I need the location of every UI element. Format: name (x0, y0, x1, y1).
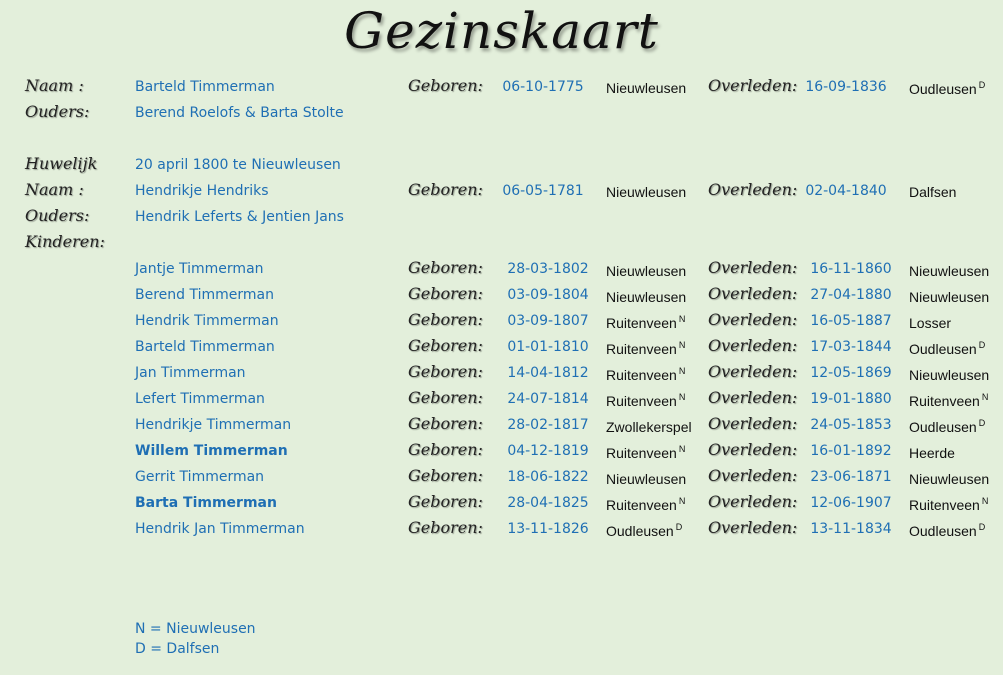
child-born-label: Geboren: (408, 388, 483, 407)
child-row (0, 362, 1003, 388)
child-born-place: Ruitenveen $^N$ (606, 340, 686, 357)
child-died-date: 24-05-1853 (810, 417, 892, 433)
child-born-place: Zwollekerspel (606, 419, 692, 435)
child-died-date: 27-04-1880 (810, 287, 892, 303)
legend-n: N = Nieuwleusen (135, 621, 256, 637)
child-born-date: 13-11-1826 (507, 521, 589, 537)
child-died-label: Overleden: (708, 362, 798, 381)
child-name: Willem Timmerman (135, 443, 288, 459)
child-died-place: Ruitenveen $^N$ (909, 392, 989, 409)
child-born-date: 14-04-1812 (507, 365, 589, 381)
child-born-place: Nieuwleusen (606, 289, 687, 305)
child-died-label: Overleden: (708, 518, 798, 537)
child-died-label: Overleden: (708, 258, 798, 277)
child-died-place: Ruitenveen $^N$ (909, 496, 989, 513)
mother-died-label: Overleden: (708, 180, 798, 199)
mother-parents-label: Ouders: (25, 206, 90, 225)
child-born-date: 28-03-1802 (507, 261, 589, 277)
father-died-place: Oudleusen $^D$ (909, 80, 986, 97)
child-born-date: 24-07-1814 (507, 391, 589, 407)
child-name: Lefert Timmerman (135, 391, 265, 407)
mother-born-place: Nieuwleusen (606, 184, 687, 200)
child-born-date: 01-01-1810 (507, 339, 589, 355)
child-died-label: Overleden: (708, 414, 798, 433)
child-born-place: Nieuwleusen (606, 263, 687, 279)
child-born-place: Oudleusen $^D$ (606, 522, 683, 539)
mother-parents: Hendrik Leferts & Jentien Jans (135, 209, 344, 225)
child-row (0, 258, 1003, 284)
child-name: Hendrik Jan Timmerman (135, 521, 305, 537)
child-born-place: Ruitenveen $^N$ (606, 496, 686, 513)
children-label: Kinderen: (25, 232, 105, 251)
child-died-place: Nieuwleusen (909, 471, 990, 487)
child-born-label: Geboren: (408, 258, 483, 277)
father-born-label: Geboren: (408, 76, 483, 95)
child-died-date: 12-06-1907 (810, 495, 892, 511)
mother-born-date: 06-05-1781 (502, 183, 584, 199)
child-name: Berend Timmerman (135, 287, 274, 303)
child-died-place: Oudleusen $^D$ (909, 522, 986, 539)
child-row (0, 336, 1003, 362)
child-row (0, 440, 1003, 466)
child-died-date: 17-03-1844 (810, 339, 892, 355)
child-born-label: Geboren: (408, 440, 483, 459)
child-died-date: 19-01-1880 (810, 391, 892, 407)
child-name: Gerrit Timmerman (135, 469, 265, 485)
child-died-place: Nieuwleusen (909, 289, 990, 305)
child-row (0, 388, 1003, 414)
child-row (0, 284, 1003, 310)
child-born-date: 28-04-1825 (507, 495, 589, 511)
child-row (0, 518, 1003, 544)
father-died-date: 16-09-1836 (805, 79, 887, 95)
father-born-date: 06-10-1775 (502, 79, 584, 95)
child-born-place: Ruitenveen $^N$ (606, 314, 686, 331)
child-died-label: Overleden: (708, 336, 798, 355)
child-died-date: 16-01-1892 (810, 443, 892, 459)
child-died-date: 12-05-1869 (810, 365, 892, 381)
child-died-label: Overleden: (708, 388, 798, 407)
father-died-label: Overleden: (708, 76, 798, 95)
child-died-label: Overleden: (708, 284, 798, 303)
child-row (0, 466, 1003, 492)
child-born-label: Geboren: (408, 336, 483, 355)
marriage-label: Huwelijk (25, 154, 98, 173)
child-born-date: 18-06-1822 (507, 469, 589, 485)
child-died-label: Overleden: (708, 440, 798, 459)
page-title: Gezinskaart (344, 2, 659, 60)
child-name: Barteld Timmerman (135, 339, 275, 355)
child-died-date: 23-06-1871 (810, 469, 892, 485)
child-died-place: Losser (909, 315, 952, 331)
child-died-label: Overleden: (708, 466, 798, 485)
child-died-label: Overleden: (708, 492, 798, 511)
child-name: Jantje Timmerman (135, 261, 264, 277)
marriage-info: 20 april 1800 te Nieuwleusen (135, 157, 341, 173)
legend-d: D = Dalfsen (135, 641, 220, 657)
child-born-date: 03-09-1807 (507, 313, 589, 329)
child-died-place: Nieuwleusen (909, 263, 990, 279)
child-died-place: Oudleusen $^D$ (909, 418, 986, 435)
child-born-label: Geboren: (408, 466, 483, 485)
child-row (0, 310, 1003, 336)
child-born-label: Geboren: (408, 492, 483, 511)
child-born-place: Ruitenveen $^N$ (606, 366, 686, 383)
mother-died-date: 02-04-1840 (805, 183, 887, 199)
father-parents-label: Ouders: (25, 102, 90, 121)
child-died-place: Nieuwleusen (909, 367, 990, 383)
father-name-label: Naam : (25, 76, 84, 95)
child-born-date: 28-02-1817 (507, 417, 589, 433)
child-died-date: 13-11-1834 (810, 521, 892, 537)
mother-born-label: Geboren: (408, 180, 483, 199)
child-born-date: 03-09-1804 (507, 287, 589, 303)
child-died-date: 16-05-1887 (810, 313, 892, 329)
child-died-place: Heerde (909, 445, 955, 461)
child-born-label: Geboren: (408, 284, 483, 303)
child-died-place: Oudleusen $^D$ (909, 340, 986, 357)
child-name: Jan Timmerman (135, 365, 246, 381)
child-row (0, 492, 1003, 518)
mother-name: Hendrikje Hendriks (135, 183, 269, 199)
father-name: Barteld Timmerman (135, 79, 275, 95)
child-name: Hendrikje Timmerman (135, 417, 292, 433)
child-name: Barta Timmerman (135, 495, 277, 511)
child-born-label: Geboren: (408, 518, 483, 537)
child-born-label: Geboren: (408, 310, 483, 329)
child-born-label: Geboren: (408, 362, 483, 381)
mother-died-place: Dalfsen (909, 184, 957, 200)
child-died-label: Overleden: (708, 310, 798, 329)
child-born-date: 04-12-1819 (507, 443, 589, 459)
child-name: Hendrik Timmerman (135, 313, 279, 329)
father-born-place: Nieuwleusen (606, 80, 687, 96)
child-born-label: Geboren: (408, 414, 483, 433)
mother-name-label: Naam : (25, 180, 84, 199)
child-died-date: 16-11-1860 (810, 261, 892, 277)
child-row (0, 414, 1003, 440)
child-born-place: Nieuwleusen (606, 471, 687, 487)
father-parents: Berend Roelofs & Barta Stolte (135, 105, 344, 121)
child-born-place: Ruitenveen $^N$ (606, 444, 686, 461)
child-born-place: Ruitenveen $^N$ (606, 392, 686, 409)
